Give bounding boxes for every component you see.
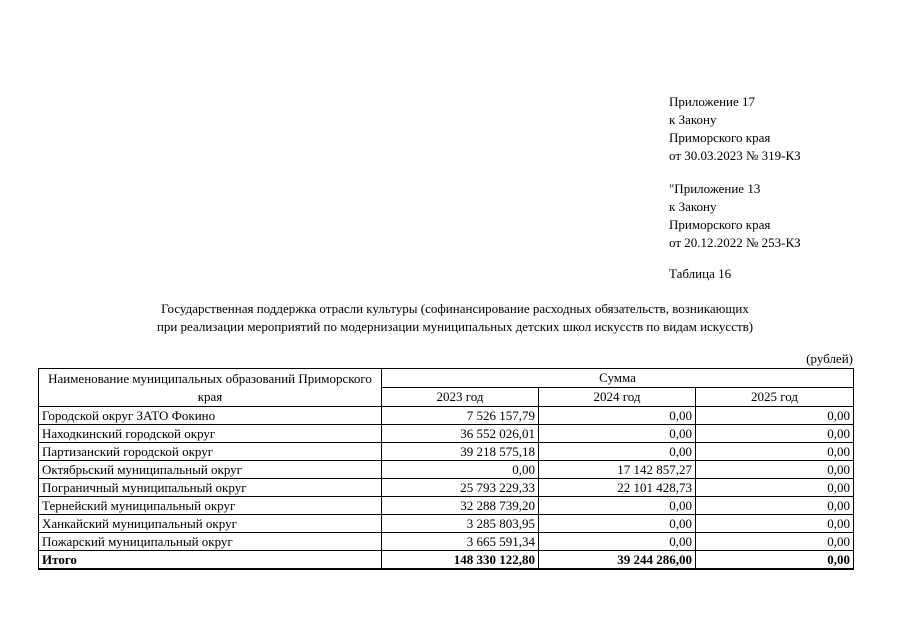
appendix-13-block [669, 180, 801, 252]
municipality-name: Городской округ ЗАТО Фокино [39, 407, 382, 425]
amount-2024: 0,00 [539, 497, 696, 515]
municipality-name: Пограничный муниципальный округ [39, 479, 382, 497]
appendix-13-line: к Закону [669, 199, 717, 214]
amount-2023: 39 218 575,18 [382, 443, 539, 461]
amount-2023: 7 526 157,79 [382, 407, 539, 425]
amount-2023: 25 793 229,33 [382, 479, 539, 497]
year-header: 2025 год [696, 388, 854, 407]
table-row [39, 425, 854, 443]
units-label: (рублей) [806, 351, 853, 366]
table-row [39, 407, 854, 425]
year-header: 2023 год [382, 388, 539, 407]
municipality-name: Тернейский муниципальный округ [39, 497, 382, 515]
total-2024: 39 244 286,00 [539, 551, 696, 570]
municipality-name: Ханкайский муниципальный округ [39, 515, 382, 533]
title-line: Государственная поддержка отрасли культуры (софинансирование расходных обязательств, возникающих [161, 301, 749, 316]
name-column-header: Наименование муниципальных образований Приморского края [39, 369, 382, 407]
table-row [39, 443, 854, 461]
appendix-17-line: Приложение 17 [669, 94, 756, 109]
municipality-name: Октябрьский муниципальный округ [39, 461, 382, 479]
municipality-name: Находкинский городской округ [39, 425, 382, 443]
total-label: Итого [39, 551, 382, 570]
amount-2025: 0,00 [696, 425, 854, 443]
appendix-13-line: от 20.12.2022 № 253-КЗ [669, 235, 801, 250]
appendix-17-block [669, 93, 801, 165]
appendix-13-line: Приморского края [669, 217, 771, 232]
document-title [60, 300, 850, 336]
amount-2024: 0,00 [539, 533, 696, 551]
amount-2023: 3 285 803,95 [382, 515, 539, 533]
amount-2025: 0,00 [696, 515, 854, 533]
amount-2023: 3 665 591,34 [382, 533, 539, 551]
amount-2023: 0,00 [382, 461, 539, 479]
title-line: при реализации мероприятий по модернизации муниципальных детских школ искусств по видам искусств) [156, 319, 754, 334]
amount-2024: 22 101 428,73 [539, 479, 696, 497]
table-row [39, 533, 854, 551]
year-header: 2024 год [539, 388, 696, 407]
total-row [39, 551, 854, 570]
table-row [39, 461, 854, 479]
amount-2024: 0,00 [539, 515, 696, 533]
amount-2023: 32 288 739,20 [382, 497, 539, 515]
amount-2024: 0,00 [539, 407, 696, 425]
amount-2025: 0,00 [696, 443, 854, 461]
amount-2025: 0,00 [696, 533, 854, 551]
amount-2024: 17 142 857,27 [539, 461, 696, 479]
table-row [39, 479, 854, 497]
amount-2025: 0,00 [696, 479, 854, 497]
amount-2024: 0,00 [539, 443, 696, 461]
amount-2024: 0,00 [539, 425, 696, 443]
amount-2023: 36 552 026,01 [382, 425, 539, 443]
total-2023: 148 330 122,80 [382, 551, 539, 570]
appendix-17-line: к Закону [669, 112, 717, 127]
total-2025: 0,00 [696, 551, 854, 570]
table-row [39, 515, 854, 533]
municipality-name: Партизанский городской округ [39, 443, 382, 461]
funding-table [38, 368, 854, 570]
appendix-13-line: "Приложение 13 [669, 181, 761, 196]
amount-2025: 0,00 [696, 497, 854, 515]
municipality-name: Пожарский муниципальный округ [39, 533, 382, 551]
amount-2025: 0,00 [696, 407, 854, 425]
appendix-17-line: от 30.03.2023 № 319-КЗ [669, 148, 801, 163]
appendix-17-line: Приморского края [669, 130, 771, 145]
amount-2025: 0,00 [696, 461, 854, 479]
table-number: Таблица 16 [669, 266, 732, 281]
sum-column-header: Сумма [382, 369, 854, 388]
table-row [39, 497, 854, 515]
